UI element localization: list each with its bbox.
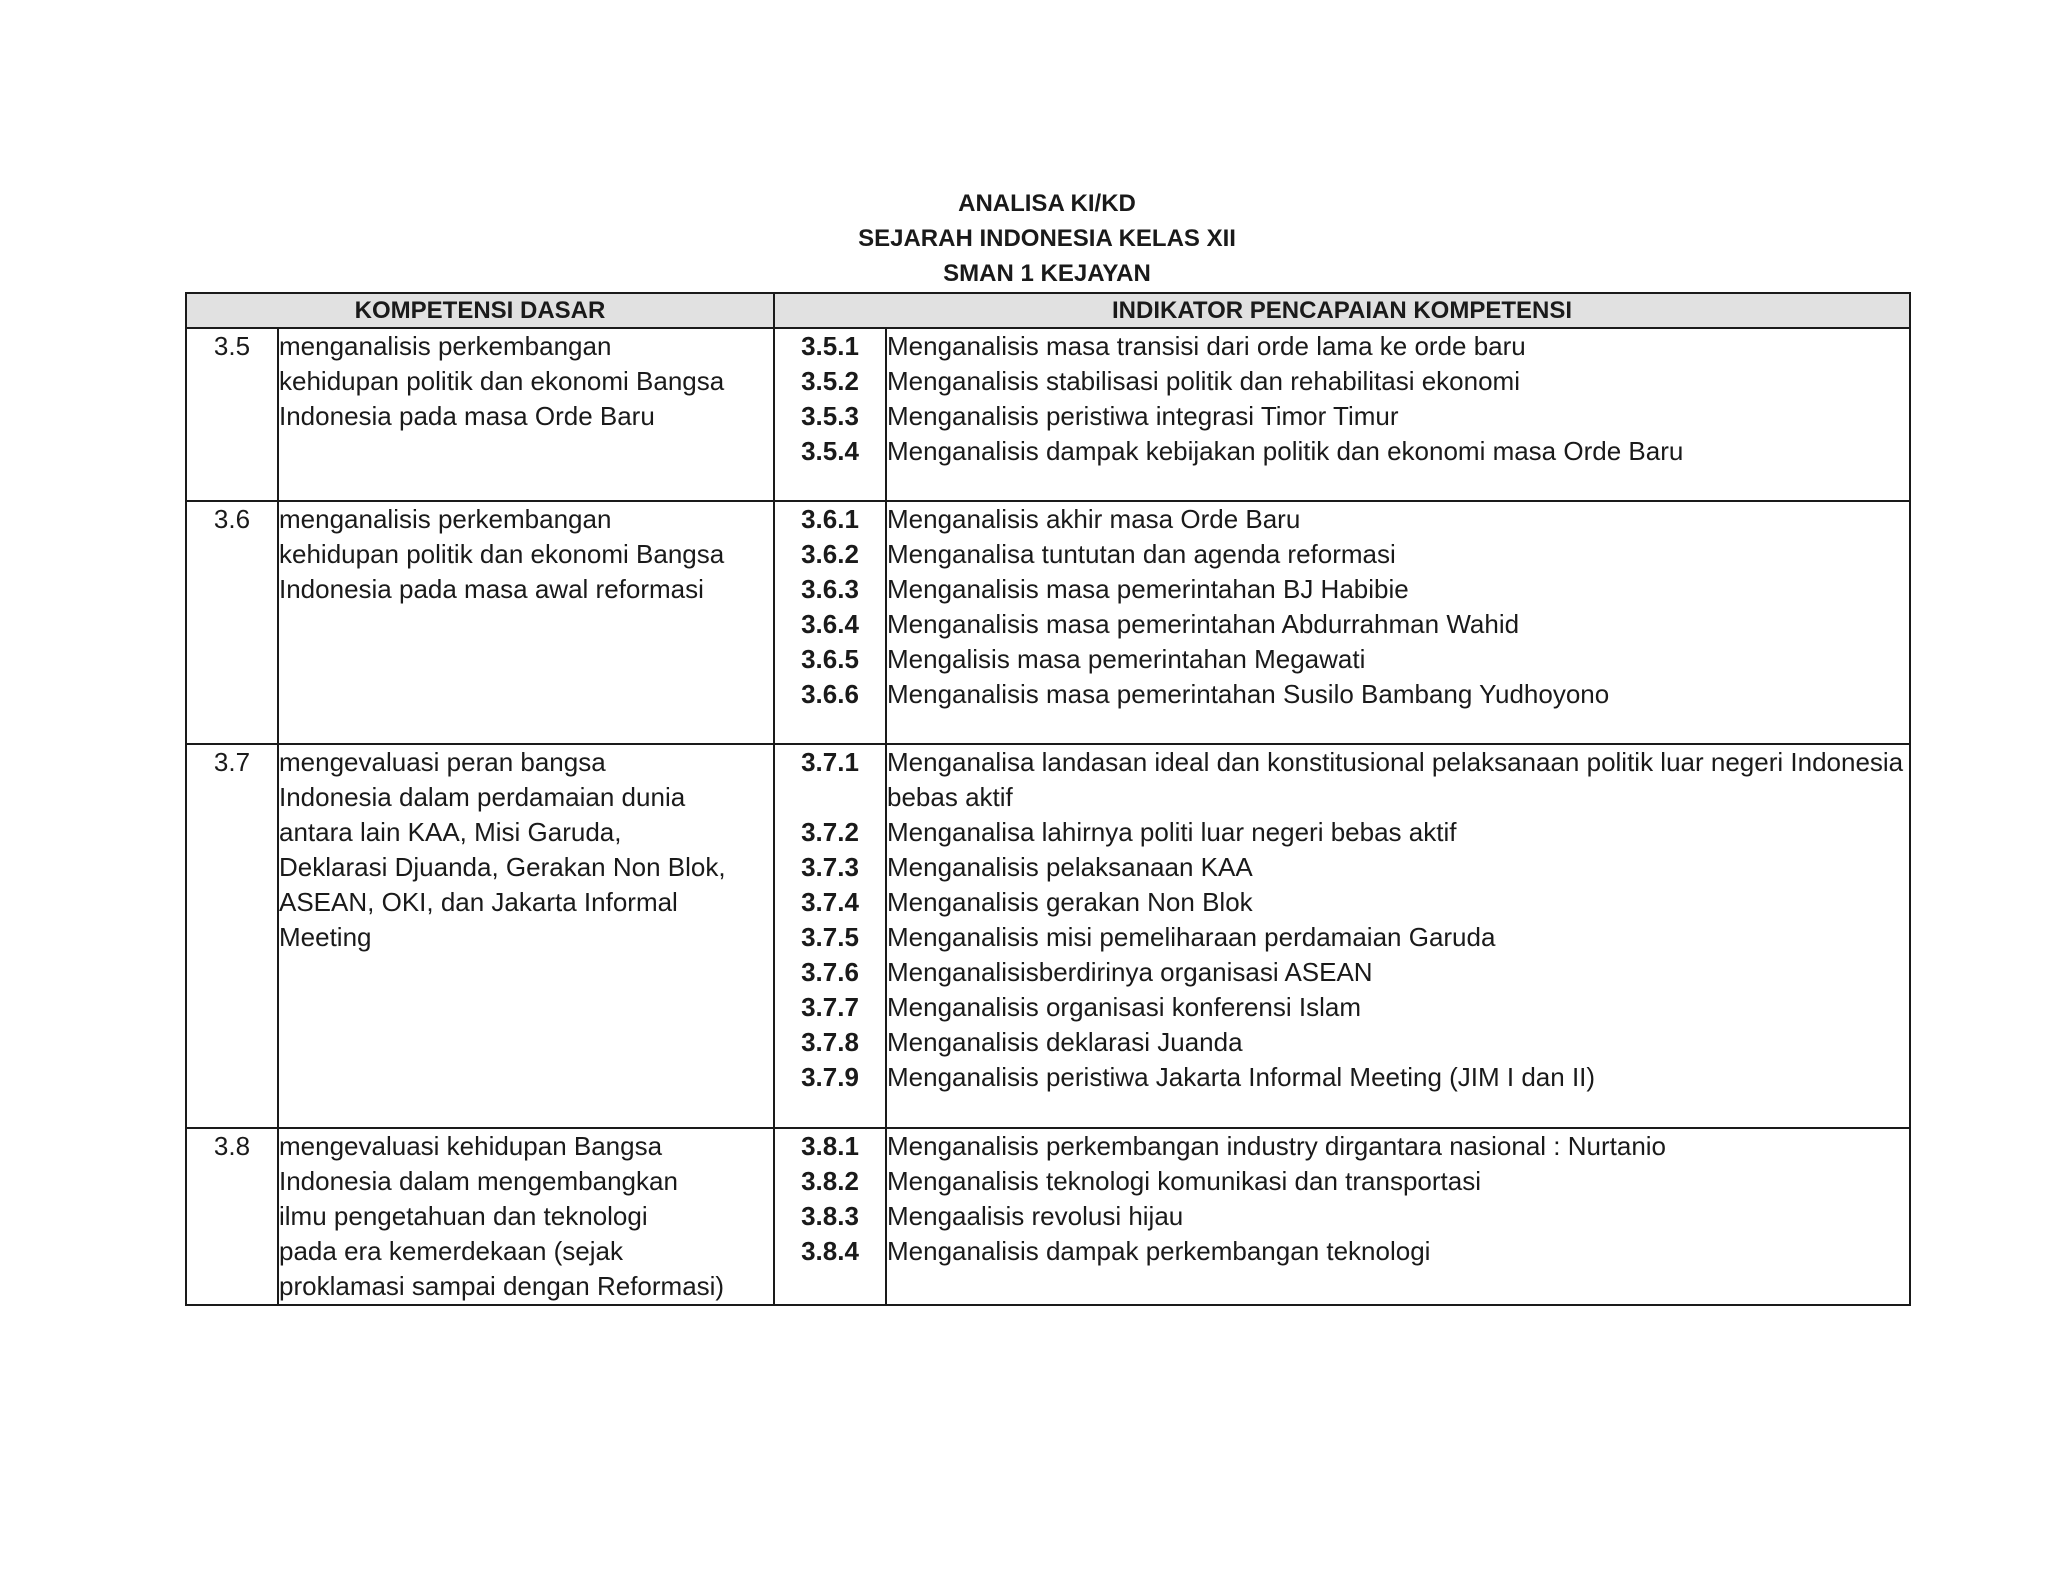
indicator-code: 3.7.9	[801, 1062, 859, 1092]
indicator-text: Menganalisis deklarasi Juanda	[887, 1027, 1243, 1057]
heading-school: SMAN 1 KEJAYAN	[943, 260, 1151, 287]
indicator-text: Menganalisis gerakan Non Blok	[887, 887, 1253, 917]
indicator-code: 3.7.8	[801, 1027, 859, 1057]
kd-line: Indonesia pada masa awal reformasi	[279, 574, 704, 604]
table-row	[186, 328, 1910, 501]
indicator-code: 3.7.6	[801, 957, 859, 987]
indicator-code: 3.6.5	[801, 644, 859, 674]
table-header-row	[186, 293, 1910, 328]
indicator-text: Menganalisis misi pemeliharaan perdamaian Garuda	[887, 922, 1496, 952]
kd-line: mengevaluasi peran bangsa	[279, 747, 606, 777]
indicator-text: Menganalisis stabilisasi politik dan rehabilitasi ekonomi	[887, 366, 1520, 396]
indicator-texts	[886, 501, 1910, 744]
indicator-codes	[774, 744, 886, 1128]
kd-number: 3.6	[186, 501, 278, 744]
indicator-codes	[774, 1128, 886, 1305]
indicator-code: 3.6.3	[801, 574, 859, 604]
indicator-code: 3.8.1	[801, 1131, 859, 1161]
indicator-code: 3.6.2	[801, 539, 859, 569]
indicator-text: Mengalisis masa pemerintahan Megawati	[887, 644, 1366, 674]
indicator-text: Menganalisis masa transisi dari orde lama ke orde baru	[887, 331, 1526, 361]
kd-line: menganalisis perkembangan	[279, 331, 612, 361]
heading-title: ANALISA KI/KD	[958, 190, 1136, 217]
table-row	[186, 1128, 1910, 1305]
kd-line: kehidupan politik dan ekonomi Bangsa	[279, 366, 725, 396]
kd-number: 3.5	[186, 328, 278, 501]
heading-subject: SEJARAH INDONESIA KELAS XII	[858, 225, 1236, 252]
indicator-texts	[886, 328, 1910, 501]
indicator-code: 3.7.2	[801, 817, 859, 847]
indicator-code: 3.5.2	[801, 366, 859, 396]
kd-number: 3.7	[186, 744, 278, 1128]
kd-line: Deklarasi Djuanda, Gerakan Non Blok,	[279, 852, 726, 882]
indicator-code: 3.8.2	[801, 1166, 859, 1196]
indicator-text: Menganalisisberdirinya organisasi ASEAN	[887, 957, 1373, 987]
kd-description	[278, 1128, 774, 1305]
kd-line: antara lain KAA, Misi Garuda,	[279, 817, 622, 847]
indicator-code: 3.8.4	[801, 1236, 859, 1266]
kd-line: Indonesia dalam mengembangkan	[279, 1166, 678, 1196]
header-indikator: INDIKATOR PENCAPAIAN KOMPETENSI	[774, 293, 1910, 328]
indicator-code: 3.5.4	[801, 436, 859, 466]
kd-line: ASEAN, OKI, dan Jakarta Informal	[279, 887, 678, 917]
indicator-text: Menganalisis peristiwa Jakarta Informal Meeting (JIM I dan II)	[887, 1062, 1596, 1092]
indicator-texts	[886, 744, 1910, 1128]
indicator-text: Menganalisis pelaksanaan KAA	[887, 852, 1253, 882]
kd-line: Indonesia pada masa Orde Baru	[279, 401, 655, 431]
indicator-text: Menganalisis peristiwa integrasi Timor Timur	[887, 401, 1399, 431]
indicator-text: Menganalisis masa pemerintahan BJ Habibie	[887, 574, 1409, 604]
indicator-code: 3.6.1	[801, 504, 859, 534]
indicator-text: Menganalisis dampak kebijakan politik dan ekonomi masa Orde Baru	[887, 436, 1684, 466]
kd-line: pada era kemerdekaan (sejak	[279, 1236, 623, 1266]
indicator-code: 3.7.3	[801, 852, 859, 882]
kd-line: kehidupan politik dan ekonomi Bangsa	[279, 539, 725, 569]
indicator-text: Menganalisa tuntutan dan agenda reformasi	[887, 539, 1396, 569]
table-row	[186, 744, 1910, 1128]
indicator-code: 3.6.4	[801, 609, 859, 639]
indicator-code: 3.7.4	[801, 887, 859, 917]
kd-line: proklamasi sampai dengan Reformasi)	[279, 1271, 725, 1301]
indicator-text: Menganalisis perkembangan industry dirgantara nasional : Nurtanio	[887, 1131, 1667, 1161]
kd-description	[278, 328, 774, 501]
kd-number: 3.8	[186, 1128, 278, 1305]
kd-description	[278, 501, 774, 744]
kd-line: ilmu pengetahuan dan teknologi	[279, 1201, 648, 1231]
indicator-text: Menganalisis organisasi konferensi Islam	[887, 992, 1362, 1022]
indicator-text: Menganalisis masa pemerintahan Abdurrahman Wahid	[887, 609, 1520, 639]
header-kompetensi-dasar: KOMPETENSI DASAR	[186, 293, 774, 328]
kd-line: Indonesia dalam perdamaian dunia	[279, 782, 686, 812]
indicator-code: 3.7.5	[801, 922, 859, 952]
table-row	[186, 501, 1910, 744]
kd-description	[278, 744, 774, 1128]
indicator-code: 3.5.1	[801, 331, 859, 361]
indicator-code: 3.5.3	[801, 401, 859, 431]
kd-line: Meeting	[279, 922, 372, 952]
indicator-text: Menganalisa landasan ideal dan konstitusional pelaksanaan politik luar negeri Indonesia bebas aktif	[887, 747, 1904, 812]
indicator-code: 3.8.3	[801, 1201, 859, 1231]
indicator-code: 3.7.1	[801, 747, 859, 777]
kd-line: menganalisis perkembangan	[279, 504, 612, 534]
indicator-text: Menganalisa lahirnya politi luar negeri bebas aktif	[887, 817, 1457, 847]
indicator-text: Menganalisis dampak perkembangan teknologi	[887, 1236, 1431, 1266]
indicator-code: 3.7.7	[801, 992, 859, 1022]
indicator-text: Menganalisis masa pemerintahan Susilo Bambang Yudhoyono	[887, 679, 1610, 709]
indicator-text: Mengaalisis revolusi hijau	[887, 1201, 1184, 1231]
indicator-text: Menganalisis teknologi komunikasi dan transportasi	[887, 1166, 1481, 1196]
page-heading	[185, 186, 1909, 291]
kd-line: mengevaluasi kehidupan Bangsa	[279, 1131, 663, 1161]
kikd-table	[185, 292, 1911, 1306]
indicator-code: 3.6.6	[801, 679, 859, 709]
indicator-codes	[774, 501, 886, 744]
indicator-codes	[774, 328, 886, 501]
indicator-texts	[886, 1128, 1910, 1305]
indicator-text: Menganalisis akhir masa Orde Baru	[887, 504, 1301, 534]
